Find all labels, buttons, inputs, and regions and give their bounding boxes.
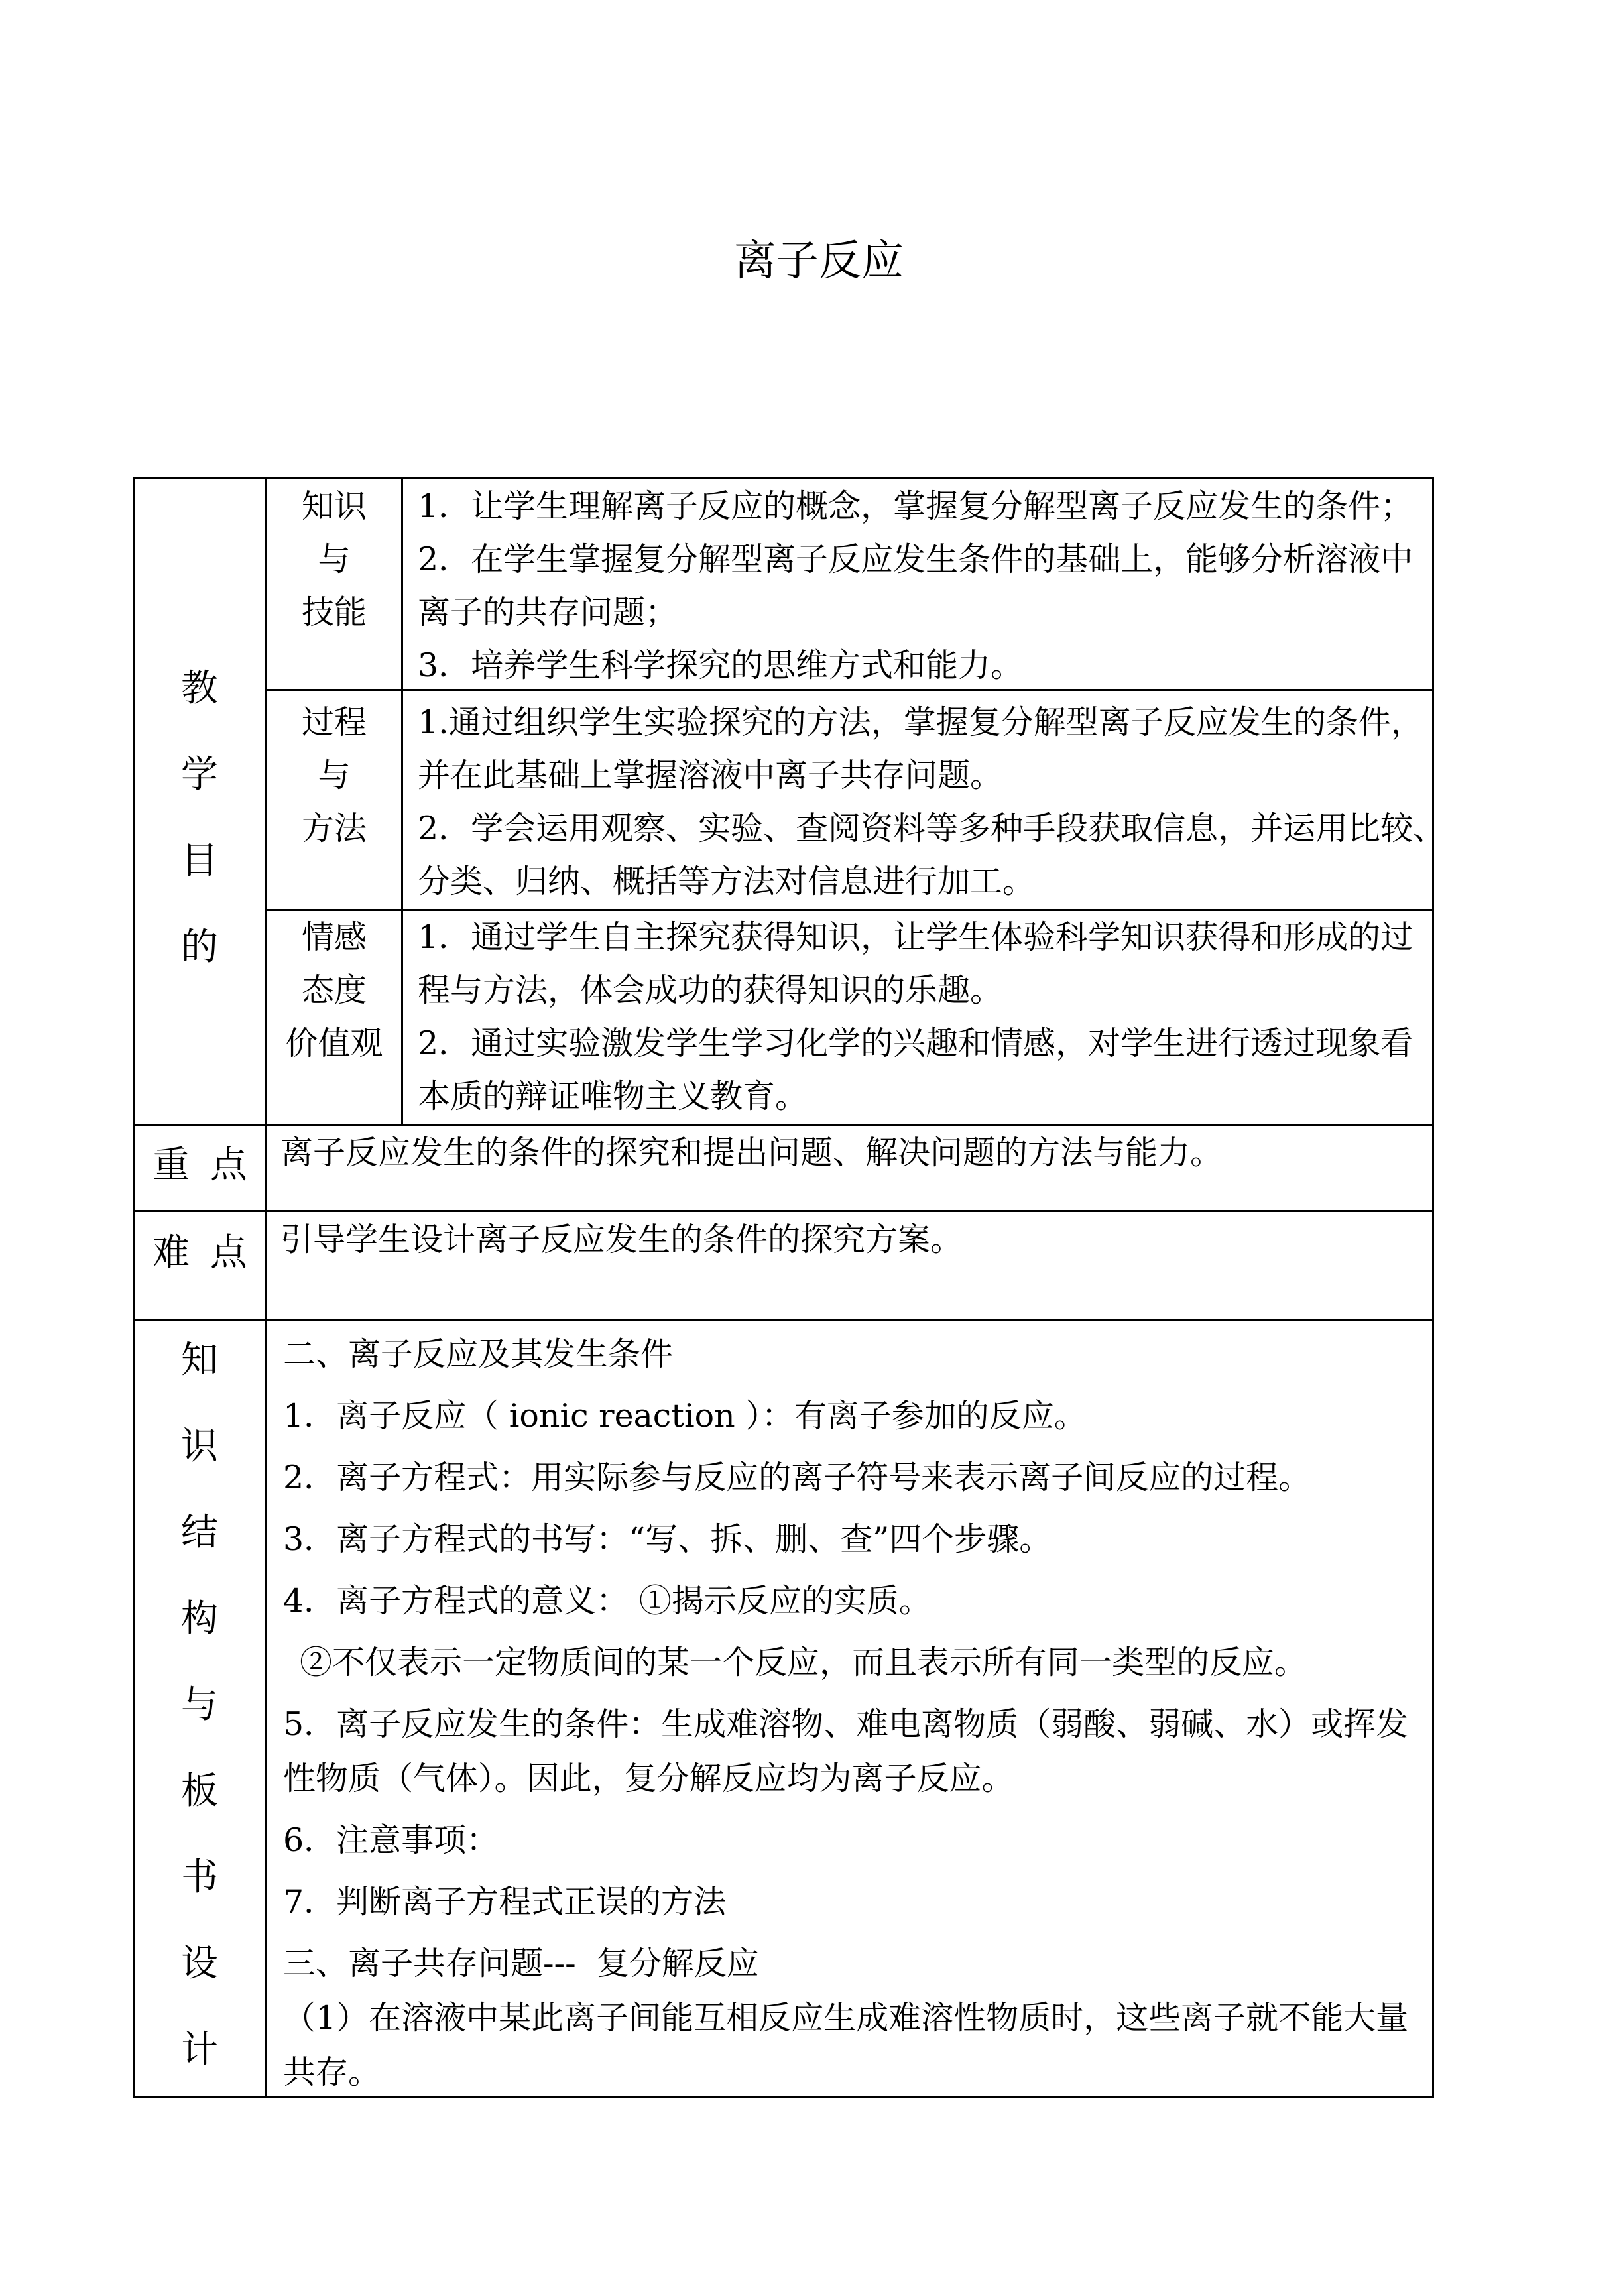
sub-label-line: 知识: [301, 487, 367, 525]
board-line: 性物质（气体）。因此，复分解反应均为离子反应。: [283, 1760, 1014, 1797]
key-point-label-cell: [133, 1124, 267, 1212]
board-paragraph: [283, 1875, 1432, 1929]
board-design-label-cell: [133, 1319, 267, 2098]
sub-label-line: 与: [318, 540, 351, 578]
objective-line: 2．通过实验激发学生学习化学的兴趣和情感，对学生进行透过现象看: [418, 1024, 1413, 1062]
board-line: 1．离子反应（ ionic reaction ）：有离子参加的反应。: [283, 1397, 1087, 1435]
board-paragraph: [283, 1636, 1432, 1690]
board-paragraph: [283, 1512, 1432, 1567]
key-point-content: [265, 1124, 1434, 1212]
knowledge-skills-label-cell: [265, 477, 403, 691]
objectives-label-cell: [133, 477, 267, 1126]
difficult-point-text: 引导学生设计离子反应发生的条件的探究方案。: [280, 1221, 963, 1258]
objective-line: 1.通过组织学生实验探究的方法，掌握复分解型离子反应发生的条件，: [418, 703, 1423, 741]
board-line: 6．注意事项：: [283, 1821, 499, 1859]
board-line: （1）在溶液中某此离子间能互相反应生成难溶性物质时，这些离子就不能大量: [283, 1999, 1409, 2037]
board-line: 二、离子反应及其发生条件: [283, 1335, 674, 1373]
board-design-content: [265, 1319, 1434, 2098]
board-line: 4．离子方程式的意义： ①揭示反应的实质。: [283, 1582, 932, 1620]
objective-line: 并在此基础上掌握溶液中离子共存问题。: [418, 756, 1003, 794]
objective-line: 程与方法，体会成功的获得知识的乐趣。: [418, 971, 1003, 1009]
attitude-values-label-cell: [265, 909, 403, 1126]
difficult-point-label-cell: [133, 1210, 267, 1321]
board-paragraph: [283, 1697, 1432, 1806]
objective-line: 本质的辩证唯物主义教育。: [418, 1077, 808, 1115]
sub-label-line: 情感: [301, 918, 367, 956]
board-paragraph: [283, 1389, 1432, 1443]
objectives-label: 教学目的: [181, 667, 218, 969]
board-line: 共存。: [283, 2053, 381, 2091]
sub-label-line: 价值观: [285, 1024, 383, 1062]
board-line: 5．离子反应发生的条件：生成难溶物、难电离物质（弱酸、弱碱、水）或挥发: [283, 1705, 1409, 1743]
sub-label-line: 技能: [301, 593, 367, 631]
objective-line: 1．通过学生自主探究获得知识，让学生体验科学知识获得和形成的过: [418, 918, 1413, 956]
board-paragraph: [283, 1991, 1432, 2100]
board-design-label: 知识结构与板书设计: [181, 1339, 218, 2071]
board-paragraph: [283, 1327, 1432, 1382]
board-line: ②不仅表示一定物质间的某一个反应，而且表示所有同一类型的反应。: [300, 1644, 1307, 1681]
process-methods-label-cell: [265, 689, 403, 911]
knowledge-skills-content: [401, 477, 1434, 691]
process-methods-content: [401, 689, 1446, 911]
page-title: 离子反应: [734, 237, 904, 286]
board-line: 7．判断离子方程式正误的方法: [283, 1883, 727, 1921]
objective-line: 2．学会运用观察、实验、查阅资料等多种手段获取信息，并运用比较、: [418, 810, 1446, 847]
board-paragraph: [283, 1813, 1432, 1868]
board-line: 三、离子共存问题--- 复分解反应: [283, 1945, 759, 1982]
objective-line: 1．让学生理解离子反应的概念，掌握复分解型离子反应发生的条件；: [418, 487, 1413, 525]
sub-label-line: 方法: [301, 810, 367, 847]
sub-label-line: 与: [318, 756, 351, 794]
objective-line: 离子的共存问题；: [418, 593, 678, 631]
board-line: 3．离子方程式的书写：“写、拆、删、查”四个步骤。: [283, 1520, 1052, 1558]
sub-label-line: 过程: [301, 703, 367, 741]
board-paragraph: [283, 1451, 1432, 1505]
board-paragraph: [283, 1937, 1432, 1991]
objective-line: 2．在学生掌握复分解型离子反应发生条件的基础上，能够分析溶液中: [418, 540, 1413, 578]
difficult-point-label: 难 点: [152, 1231, 247, 1274]
objective-line: 3．培养学生科学探究的思维方式和能力。: [418, 646, 1024, 684]
key-point-label: 重 点: [152, 1144, 247, 1187]
key-point-text: 离子反应发生的条件的探究和提出问题、解决问题的方法与能力。: [280, 1134, 1223, 1172]
board-paragraph: [283, 1574, 1432, 1628]
difficult-point-content: [265, 1210, 1434, 1321]
sub-label-line: 态度: [301, 971, 367, 1009]
lesson-plan-table: [133, 477, 1446, 2098]
attitude-values-content: [401, 909, 1434, 1126]
board-line: 2．离子方程式：用实际参与反应的离子符号来表示离子间反应的过程。: [283, 1459, 1311, 1496]
objective-line: 分类、归纳、概括等方法对信息进行加工。: [418, 863, 1036, 900]
